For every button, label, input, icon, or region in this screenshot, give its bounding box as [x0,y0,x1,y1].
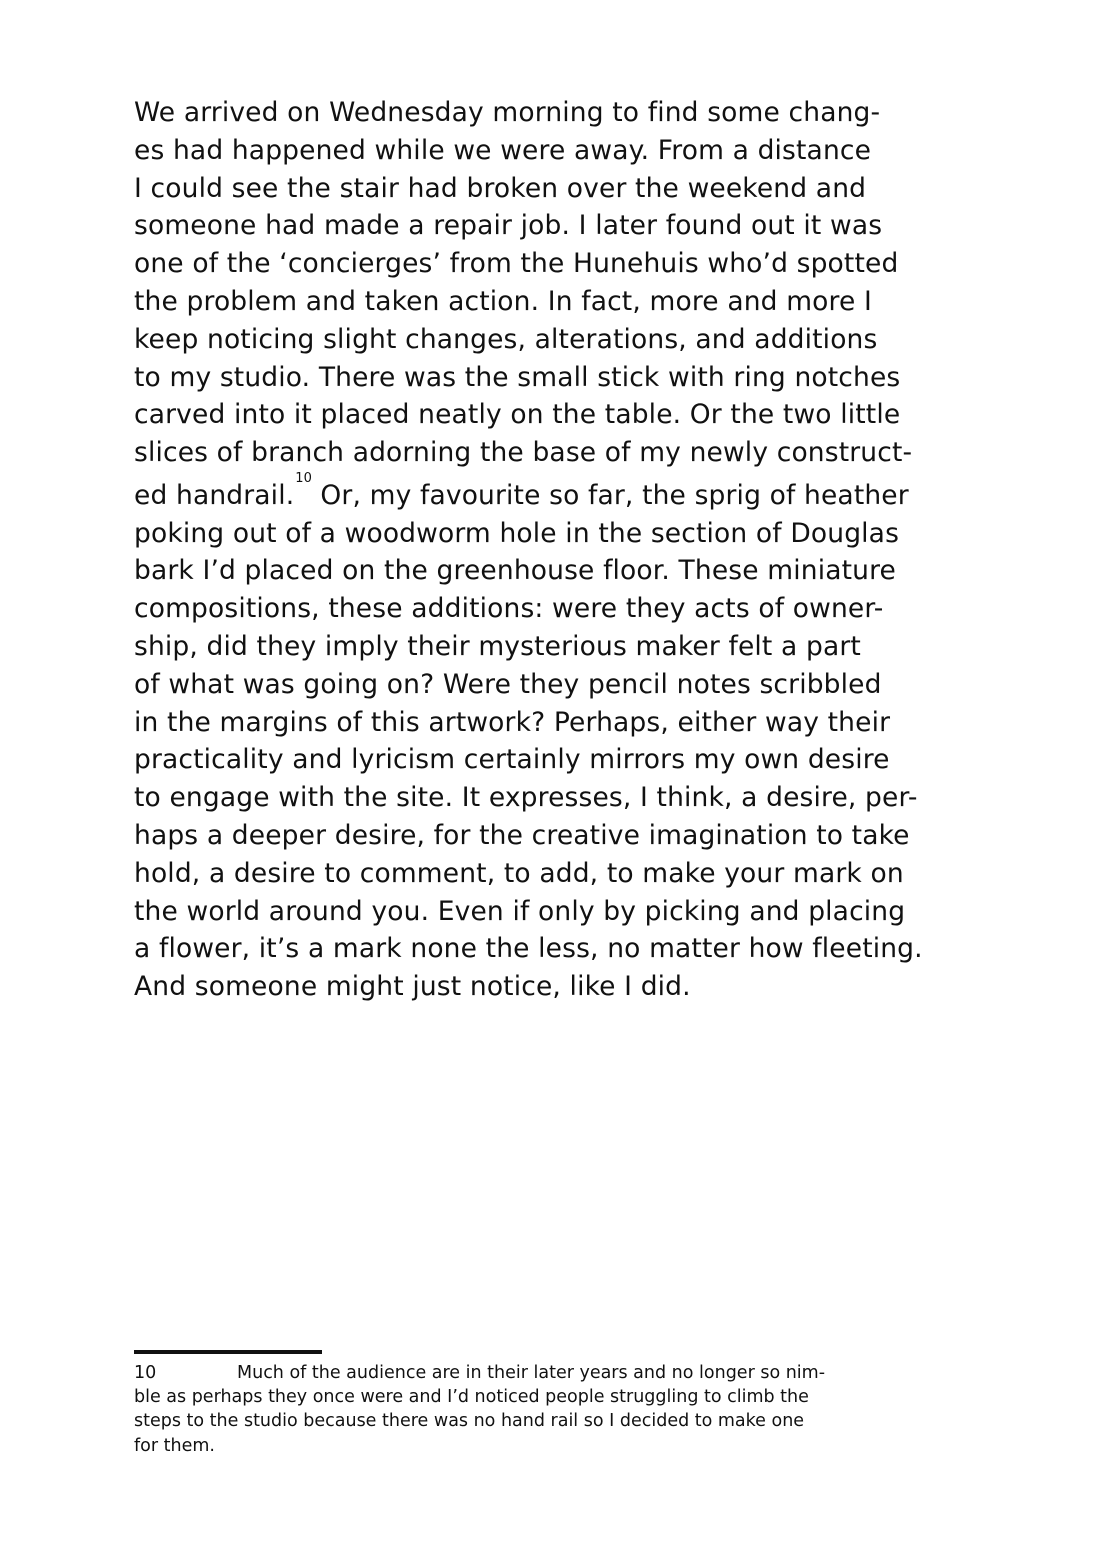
footnote-text: Much of the audience are in their later years and no longer so nim- [237,1363,826,1383]
text-line: And someone might just notice, like I did. [134,971,691,1003]
footnote [134,1361,964,1458]
footnote-line: for them. [134,1435,215,1456]
footnote-line [134,1361,964,1385]
text-line: one of the ‘concierges’ from the Hunehuis who’d spotted [134,248,899,280]
text-line: haps a deeper desire, for the creative imagination to take [134,819,910,851]
text-line: slices of branch adorning the base of my newly construct- [134,437,913,469]
text-line: I could see the stair had broken over the weekend and [134,172,867,204]
text-line: the problem and taken action. In fact, more and more I [134,285,872,317]
text-line-with-footnote [134,472,984,515]
text-line: We arrived on Wednesday morning to find some chang- [134,97,881,128]
footnote-line: steps to the studio because there was no hand rail so I decided to make one [134,1411,805,1432]
text-line: poking out of a woodworm hole in the section of Douglas [134,517,900,549]
text-segment: ed handrail. [134,479,295,511]
text-line: ship, did they imply their mysterious maker felt a part [134,630,861,662]
text-line: a flower, it’s a mark none the less, no matter how fleeting. [134,933,923,965]
text-line: carved into it placed neatly on the table. Or the two little [134,399,901,431]
text-line: the world around you. Even if only by picking and placing [134,895,906,927]
text-line: to engage with the site. It expresses, I think, a desire, per- [134,782,918,814]
footnote-reference: 10 [295,470,312,486]
text-line: practicality and lyricism certainly mirrors my own desire [134,744,890,776]
text-line: in the margins of this artwork? Perhaps, either way their [134,706,891,738]
text-segment: Or, my favourite so far, the sprig of heather [311,479,909,511]
footnote-number: 10 [134,1363,157,1383]
footnote-divider [134,1350,322,1354]
text-line: compositions, these additions: were they acts of owner- [134,593,884,625]
text-line: of what was going on? Were they pencil notes scribbled [134,668,882,700]
footnote-line: ble as perhaps they once were and I’d noticed people struggling to climb the [134,1387,809,1408]
text-line: keep noticing slight changes, alterations, and additions [134,323,878,355]
text-line: bark I’d placed on the greenhouse floor. These miniature [134,555,896,587]
text-line: hold, a desire to comment, to add, to make your mark on [134,857,904,889]
text-line: someone had made a repair job. I later found out it was [134,210,883,242]
text-line: to my studio. There was the small stick with ring notches [134,361,901,393]
body-paragraph [134,94,984,1006]
text-line: es had happened while we were away. From a distance [134,134,872,166]
